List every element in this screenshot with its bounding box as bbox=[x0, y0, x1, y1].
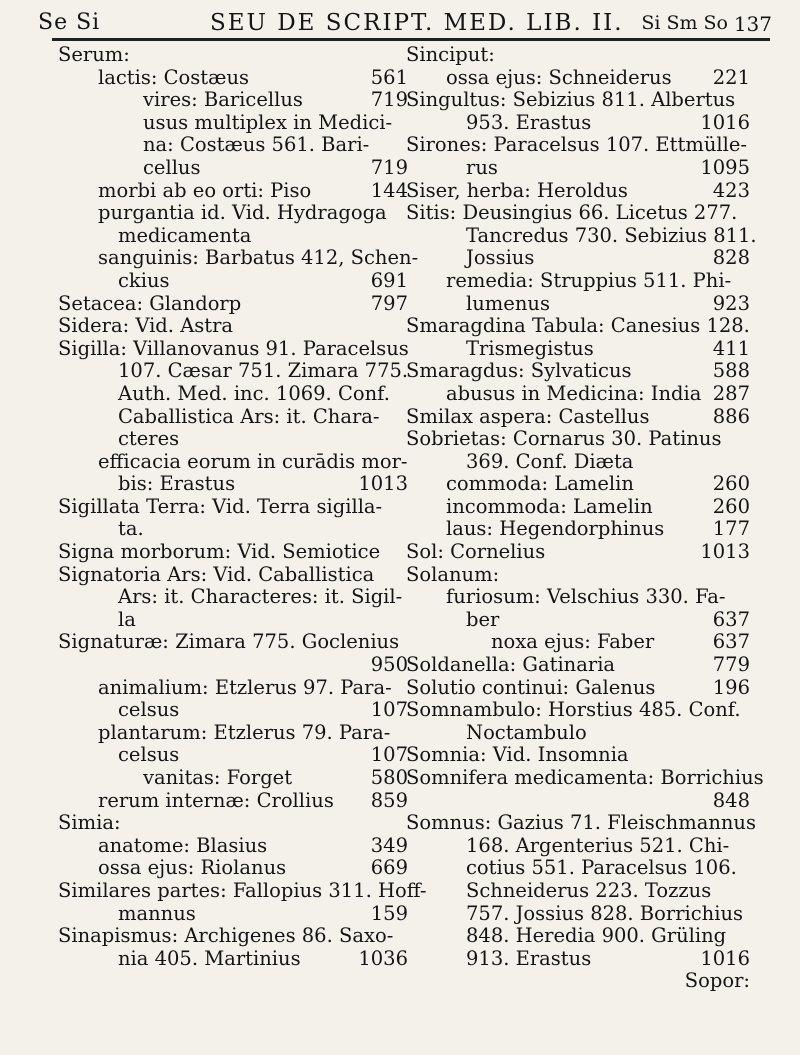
entry-text: Sobrietas: Cornarus 30. Patinus bbox=[406, 427, 722, 451]
entry-page-ref: 411 bbox=[712, 336, 750, 360]
index-entry bbox=[406, 564, 750, 587]
entry-text: Setacea: Glandorp bbox=[58, 291, 242, 315]
index-entry bbox=[406, 970, 750, 993]
entry-text: Soldanella: Gatinaria bbox=[406, 653, 616, 677]
index-entry bbox=[58, 246, 419, 270]
index-entry bbox=[406, 811, 757, 835]
index-entry bbox=[58, 767, 408, 790]
entry-text: Sidera: Vid. Astra bbox=[58, 314, 234, 338]
entry-page-ref: 1016 bbox=[700, 110, 750, 134]
index-entry bbox=[406, 654, 750, 677]
index-entry bbox=[406, 134, 750, 157]
entry-page-ref: 561 bbox=[370, 65, 408, 89]
index-entry bbox=[58, 564, 408, 587]
entry-text: vires: Baricellus bbox=[143, 88, 303, 112]
entry-text: Solanum: bbox=[406, 562, 500, 586]
entry-page-ref: 797 bbox=[370, 291, 408, 315]
entry-text: rus bbox=[466, 155, 498, 179]
index-entry bbox=[58, 451, 408, 474]
entry-text: celsus bbox=[118, 743, 180, 767]
index-entry bbox=[58, 202, 408, 225]
index-entry bbox=[406, 586, 750, 609]
entry-text: Sol: Cornelius bbox=[406, 540, 546, 564]
index-entry bbox=[58, 67, 408, 90]
index-entry bbox=[406, 496, 750, 519]
index-entry bbox=[58, 925, 408, 948]
index-entry bbox=[58, 903, 408, 926]
index-entry bbox=[406, 790, 750, 813]
index-entry bbox=[58, 89, 408, 112]
entry-text: ber bbox=[466, 607, 500, 631]
entry-text: Sigillata Terra: Vid. Terra sigilla- bbox=[58, 494, 383, 518]
entry-text: animalium: Etzlerus 97. Para- bbox=[98, 675, 392, 699]
entry-text: purgantia id. Vid. Hydragoga bbox=[98, 201, 387, 225]
entry-page-ref: 588 bbox=[712, 359, 750, 383]
index-entry bbox=[406, 338, 750, 361]
entry-text: laus: Hegendorphinus bbox=[446, 517, 665, 541]
entry-text: Sinapismus: Archigenes 86. Saxo- bbox=[58, 924, 394, 948]
index-entry bbox=[406, 744, 750, 767]
index-entry bbox=[406, 383, 750, 406]
entry-text: Smilax aspera: Castellus bbox=[406, 404, 650, 428]
entry-text: 953. Erastus bbox=[466, 110, 592, 134]
index-entry bbox=[406, 699, 750, 722]
index-entry bbox=[406, 89, 750, 112]
entry-text: celsus bbox=[118, 698, 180, 722]
entry-text: rerum internæ: Crollius bbox=[98, 788, 334, 812]
index-entry bbox=[58, 428, 408, 451]
index-entry bbox=[406, 925, 750, 948]
entry-page-ref: 828 bbox=[712, 246, 750, 270]
index-entry bbox=[58, 722, 408, 745]
entry-page-ref: 637 bbox=[712, 607, 750, 631]
index-entry bbox=[58, 609, 408, 632]
entry-page-ref: 1013 bbox=[358, 472, 408, 496]
index-entry bbox=[406, 180, 750, 203]
entry-text: 848. Heredia 900. Grüling bbox=[466, 924, 727, 948]
entry-page-ref: 1036 bbox=[358, 946, 408, 970]
index-entry bbox=[58, 406, 408, 429]
page-number: 137 bbox=[733, 12, 772, 36]
entry-text: Auth. Med. inc. 1069. Conf. bbox=[118, 381, 390, 405]
entry-text: Signaturæ: Zimara 775. Goclenius bbox=[58, 630, 400, 654]
entry-page-ref: 1016 bbox=[700, 946, 750, 970]
entry-text: medicamenta bbox=[118, 223, 252, 247]
entry-page-ref: 144 bbox=[370, 178, 408, 202]
index-entry bbox=[406, 903, 750, 926]
index-entry bbox=[406, 157, 750, 180]
index-entry bbox=[58, 812, 408, 835]
entry-text: ossa ejus: Schneiderus bbox=[446, 65, 672, 89]
index-entry bbox=[406, 247, 750, 270]
entry-page-ref: 779 bbox=[712, 653, 750, 677]
index-entry bbox=[406, 315, 750, 338]
index-entry bbox=[406, 473, 750, 496]
entry-text: 107. Cæsar 751. Zimara 775. bbox=[118, 359, 409, 383]
index-entry bbox=[406, 202, 750, 225]
index-entry bbox=[58, 948, 408, 971]
index-entry bbox=[58, 631, 408, 654]
index-entry bbox=[58, 857, 408, 880]
index-entry bbox=[406, 451, 750, 474]
entry-text: mannus bbox=[118, 901, 196, 925]
entry-text: Sirones: Paracelsus 107. Ettmülle- bbox=[406, 133, 747, 157]
entry-text: lumenus bbox=[466, 291, 550, 315]
entry-page-ref: 221 bbox=[712, 65, 750, 89]
entry-text: vanitas: Forget bbox=[143, 766, 293, 789]
index-entry bbox=[58, 744, 408, 767]
index-entry bbox=[58, 338, 408, 361]
entry-text: Caballistica Ars: it. Chara- bbox=[118, 404, 380, 428]
entry-text: usus multiplex in Medici- bbox=[143, 110, 393, 134]
index-entry bbox=[406, 631, 750, 654]
entry-page-ref: 848 bbox=[712, 788, 750, 812]
index-entry bbox=[406, 722, 750, 745]
entry-text: Ars: it. Characteres: it. Sigil- bbox=[118, 585, 403, 609]
entry-text: Somnambulo: Horstius 485. Conf. bbox=[406, 698, 741, 722]
entry-text: morbi ab eo orti: Piso bbox=[98, 178, 312, 202]
entry-page-ref: 691 bbox=[370, 268, 408, 292]
entry-text: Sinciput: bbox=[406, 43, 495, 66]
entry-text: commoda: Lamelin bbox=[446, 472, 634, 496]
header-rule bbox=[52, 38, 770, 41]
index-column-left bbox=[58, 43, 427, 970]
entry-text: cteres bbox=[118, 427, 180, 451]
index-entry bbox=[406, 406, 750, 429]
index-entry bbox=[58, 134, 408, 157]
entry-text: Solutio continui: Galenus bbox=[406, 675, 656, 699]
index-entry bbox=[58, 157, 408, 180]
entry-text: la bbox=[118, 607, 136, 631]
index-entry bbox=[58, 270, 408, 293]
entry-text: 757. Jossius 828. Borrichius bbox=[466, 901, 744, 925]
index-entry bbox=[406, 293, 750, 316]
entry-text: Somnus: Gazius 71. Fleischmannus bbox=[406, 811, 757, 835]
entry-text: noxa ejus: Faber bbox=[491, 630, 655, 654]
index-entry bbox=[58, 225, 408, 248]
entry-text: abusus in Medicina: India bbox=[446, 381, 702, 405]
index-entry bbox=[406, 857, 750, 880]
entry-text: Signa morborum: Vid. Semiotice bbox=[58, 540, 381, 564]
entry-page-ref: 1013 bbox=[700, 540, 750, 564]
index-entry bbox=[406, 270, 750, 293]
entry-text: incommoda: Lamelin bbox=[446, 494, 653, 518]
index-entry bbox=[58, 518, 408, 541]
entry-text: Similares partes: Fallopius 311. Hoff- bbox=[58, 878, 427, 902]
index-entry bbox=[58, 586, 408, 609]
entry-page-ref: Sopor: bbox=[684, 969, 750, 993]
entry-text: efficacia eorum in curādis mor- bbox=[98, 449, 408, 473]
index-entry bbox=[58, 293, 408, 316]
entry-page-ref: 859 bbox=[370, 788, 408, 812]
index-entry bbox=[406, 880, 750, 903]
index-entry bbox=[406, 44, 750, 67]
entry-text: anatome: Blasius bbox=[98, 833, 268, 857]
entry-page-ref: 1095 bbox=[700, 155, 750, 179]
entry-text: Tancredus 730. Sebizius 811. bbox=[466, 223, 757, 247]
entry-page-ref: 719 bbox=[370, 155, 408, 179]
entry-text: cellus bbox=[143, 155, 201, 179]
entry-page-ref: 423 bbox=[712, 178, 750, 202]
entry-text: na: Costæus 561. Bari- bbox=[143, 133, 370, 157]
index-column-right bbox=[406, 43, 764, 993]
header-right-guide-words: Si Sm So bbox=[641, 12, 728, 34]
index-entry bbox=[58, 654, 408, 677]
entry-text: Serum: bbox=[58, 43, 130, 66]
index-entry bbox=[58, 835, 408, 858]
index-entry bbox=[406, 766, 764, 790]
entry-text: Siser, herba: Heroldus bbox=[406, 178, 628, 202]
entry-text: Signatoria Ars: Vid. Caballistica bbox=[58, 562, 375, 586]
entry-text: furiosum: Velschius 330. Fa- bbox=[446, 585, 726, 609]
index-entry bbox=[406, 223, 757, 248]
entry-text: ossa ejus: Riolanus bbox=[98, 856, 287, 880]
entry-text: Simia: bbox=[58, 811, 121, 835]
entry-page-ref: 580 bbox=[370, 766, 408, 789]
entry-text: bis: Erastus bbox=[118, 472, 236, 496]
index-entry bbox=[406, 67, 750, 90]
entry-page-ref: 107 bbox=[370, 698, 408, 722]
entry-text: remedia: Struppius 511. Phi- bbox=[446, 268, 732, 292]
entry-text: ta. bbox=[118, 517, 144, 541]
entry-page-ref: 107 bbox=[370, 743, 408, 767]
running-header bbox=[38, 6, 772, 42]
entry-text: Sigilla: Villanovanus 91. Paracelsus bbox=[58, 336, 409, 360]
index-entry bbox=[58, 677, 408, 700]
entry-text: lactis: Costæus bbox=[98, 65, 250, 89]
entry-page-ref: 719 bbox=[370, 88, 408, 112]
index-entry bbox=[406, 835, 750, 858]
index-entry bbox=[406, 112, 750, 135]
entry-page-ref: 177 bbox=[712, 517, 750, 541]
entry-text: 913. Erastus bbox=[466, 946, 592, 970]
entry-page-ref: 950 bbox=[370, 653, 408, 677]
index-entry bbox=[58, 383, 408, 406]
entry-page-ref: 260 bbox=[712, 472, 750, 496]
index-entry bbox=[58, 699, 408, 722]
index-entry bbox=[58, 360, 408, 383]
entry-page-ref: 637 bbox=[712, 630, 750, 654]
header-left-guide-words: Se Si bbox=[38, 10, 101, 35]
index-entry bbox=[406, 609, 750, 632]
entry-page-ref: 886 bbox=[712, 404, 750, 428]
entry-text: Singultus: Sebizius 811. Albertus bbox=[406, 88, 736, 112]
entry-text: plantarum: Etzlerus 79. Para- bbox=[98, 720, 391, 744]
entry-page-ref: 159 bbox=[370, 901, 408, 925]
index-entry bbox=[406, 518, 750, 541]
entry-text: Trismegistus bbox=[466, 336, 594, 360]
index-entry bbox=[58, 112, 408, 135]
index-entry bbox=[58, 878, 427, 903]
entry-page-ref: 923 bbox=[712, 291, 750, 315]
entry-text: ckius bbox=[118, 268, 170, 292]
entry-text: 369. Conf. Diæta bbox=[466, 449, 634, 473]
index-entry bbox=[58, 473, 408, 496]
entry-text: Smaragdus: Sylvaticus bbox=[406, 359, 632, 383]
entry-text: Noctambulo bbox=[466, 720, 587, 744]
entry-page-ref: 349 bbox=[370, 833, 408, 857]
index-entry bbox=[406, 948, 750, 971]
index-entry bbox=[58, 541, 408, 564]
entry-text: nia 405. Martinius bbox=[118, 946, 301, 970]
entry-text: Somnifera medicamenta: Borrichius bbox=[406, 766, 764, 789]
entry-text: Somnia: Vid. Insomnia bbox=[406, 743, 629, 767]
header-title: SEU DE SCRIPT. MED. LIB. II. bbox=[210, 10, 624, 36]
entry-text: cotius 551. Paracelsus 106. bbox=[466, 856, 737, 880]
entry-page-ref: 287 bbox=[712, 381, 750, 405]
entry-text: 168. Argenterius 521. Chi- bbox=[466, 833, 730, 857]
index-entry bbox=[58, 44, 408, 67]
index-entry bbox=[58, 180, 408, 203]
index-entry bbox=[406, 541, 750, 564]
index-entry bbox=[406, 428, 750, 451]
index-entry bbox=[58, 496, 408, 519]
entry-text: Smaragdina Tabula: Canesius 128. bbox=[406, 314, 750, 338]
entry-page-ref: 196 bbox=[712, 675, 750, 699]
entry-text: sanguinis: Barbatus 412, Schen- bbox=[98, 246, 419, 270]
entry-page-ref: 260 bbox=[712, 494, 750, 518]
entry-text: Schneiderus 223. Tozzus bbox=[466, 878, 712, 902]
index-entry bbox=[406, 360, 750, 383]
index-entry bbox=[58, 790, 408, 813]
index-entry bbox=[406, 677, 750, 700]
entry-text: Sitis: Deusingius 66. Licetus 277. bbox=[406, 201, 738, 225]
entry-text: Jossius bbox=[466, 246, 535, 270]
entry-page-ref: 669 bbox=[370, 856, 408, 880]
index-entry bbox=[58, 315, 408, 338]
